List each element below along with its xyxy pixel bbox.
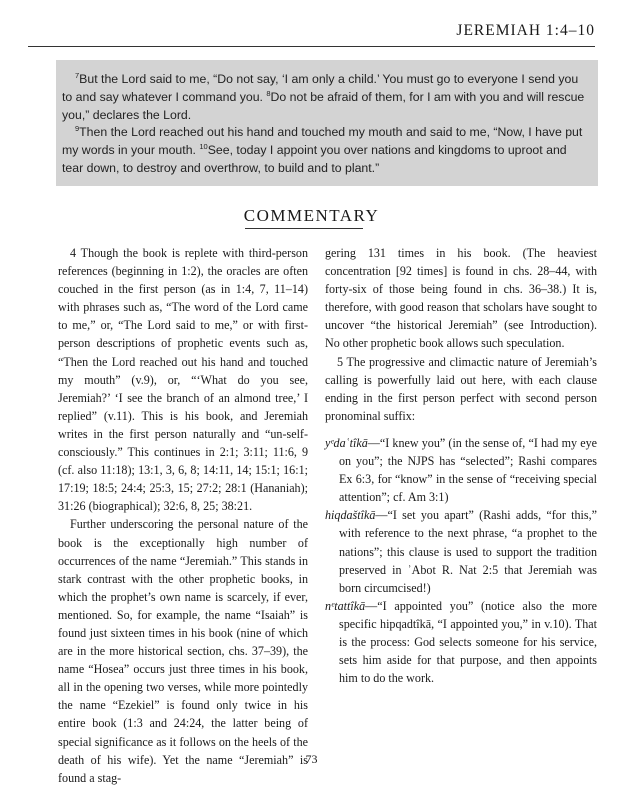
running-header	[28, 14, 595, 48]
header-rule	[28, 46, 595, 47]
commentary-paragraph: gering 131 times in his book. (The heaviest concentration [92 times] is found in chs. 28–44, with forty-six of those being found in chs. 36–38.) It is, therefore, with good reason that scholars have sought to uncover “the historical Jeremiah” (see Introduction). No other prophetic book allows such speculation.	[325, 246, 597, 351]
verse-number: 8	[266, 88, 271, 98]
heading-rule	[245, 228, 363, 229]
commentary-paragraph: 5 The progressive and climactic nature of Jeremiah’s calling is powerfully laid out here, with each clause ending in the first person perfect with second person pronominal suffix:	[325, 354, 597, 423]
hebrew-term: yᵉdaʿtîkā	[325, 435, 368, 450]
verse-text: Then the Lord reached out his hand and touched my mouth and said to me, “Now, I have put my words in your mouth.	[62, 125, 583, 158]
scripture-paragraph	[56, 124, 598, 177]
running-header-title: JEREMIAH 1:4–10	[456, 22, 595, 39]
page-number: 73	[305, 752, 318, 766]
left-column	[58, 244, 308, 787]
scripture-paragraph	[56, 60, 598, 124]
word-study-text: —“I appointed you” (notice also the more specific hipqadtîkā, “I appointed you,” in v.10). That is the process: God selects someone for his service, sets him aside for that purpose, and then appoints him to do the work.	[339, 598, 597, 686]
word-study-item	[325, 434, 597, 506]
scripture-box	[56, 60, 598, 186]
verse-text: But the Lord said to me, “Do not say, ‘I am only a child.’ You must go to everyone I send you to and say whatever I command you.	[62, 72, 579, 104]
verse-text: See, today I appoint you over nations and kingdoms to uproot and tear down, to destroy and overthrow, to build and to plant.”	[62, 143, 567, 175]
word-study-text: —“I set you apart” (Rashi adds, “for this,” with reference to the next phrase, “a prophet to the nations”; this clause is used to support the tradition preserved in ʾAbot R. Nat 2:5 that Jeremiah was born circumcised!)	[339, 508, 597, 595]
verse-text: Do not be afraid of them, for I am with you and will rescue you,” declares the Lord.	[62, 89, 585, 122]
word-study-item	[325, 506, 597, 596]
commentary-heading	[0, 206, 623, 226]
word-study-item	[325, 597, 597, 687]
commentary-paragraph: 4 Though the book is replete with third-person references (beginning in 1:2), the oracles are often couched in the first person (as in 1:4, 7, 11–14) with phrases such as, “The word of the Lord came to me,” or, “The Lord said to me,” or with first-person descriptions of prophetic events such as, “Then the Lord reached out his hand and touched my mouth” (v.9), or, “‘What do you see, Jeremiah?’ ‘I see the branch of an almond tree,’ I replied” (v.11). This is his book, and Jeremiah writes in the first person naturally and “un-self-consciously.” This continues in 2:1; 3:11; 11:6, 9 (cf. also 11:18); 13:1, 3, 6, 8; 14:11, 14; 15:1; 16:1; 17:19; 18:5; 24:4; 25:3, 15; 27:2; 28:1 (Hananiah); 31:26 (biographical); 32:6, 8, 25; 38:21.	[58, 246, 308, 514]
verse-number: 9	[75, 124, 80, 134]
commentary-heading-text: COMMENTARY	[243, 206, 380, 225]
word-study-text: —“I knew you” (in the sense of, “I had my eye on you”; the NJPS has “selected”; Rashi compares Ex 6:3, for “know” in the sense of “receiving special attention”; cf. Am 3:1)	[339, 435, 597, 505]
verse-number: 7	[75, 70, 80, 80]
hebrew-term: nᵉtattîkā	[325, 598, 366, 613]
right-column	[325, 244, 597, 687]
verse-number: 10	[199, 142, 208, 152]
commentary-paragraph: Further underscoring the personal nature of the book is the exceptionally high number of occurrences of the name “Jeremiah.” This stands in stark contrast with the other prophetic books, in which the prophet’s own name is scarcely, if ever, mentioned. So, for example, the name “Isaiah” is found just sixteen times in his book (nine of which are in the more historical section, chs. 37–39), the name “Hosea” occurs just three times in his book, all in the opening two verses, while more pointedly the name “Ezekiel” is found only twice in his entire book (1:3 and 24:24, the latter being of special significance as it follows on the heels of the death of his wife). Yet the name “Jeremiah” is found a stag-	[58, 517, 308, 785]
hebrew-term: hiqdaštîkā	[325, 508, 376, 523]
